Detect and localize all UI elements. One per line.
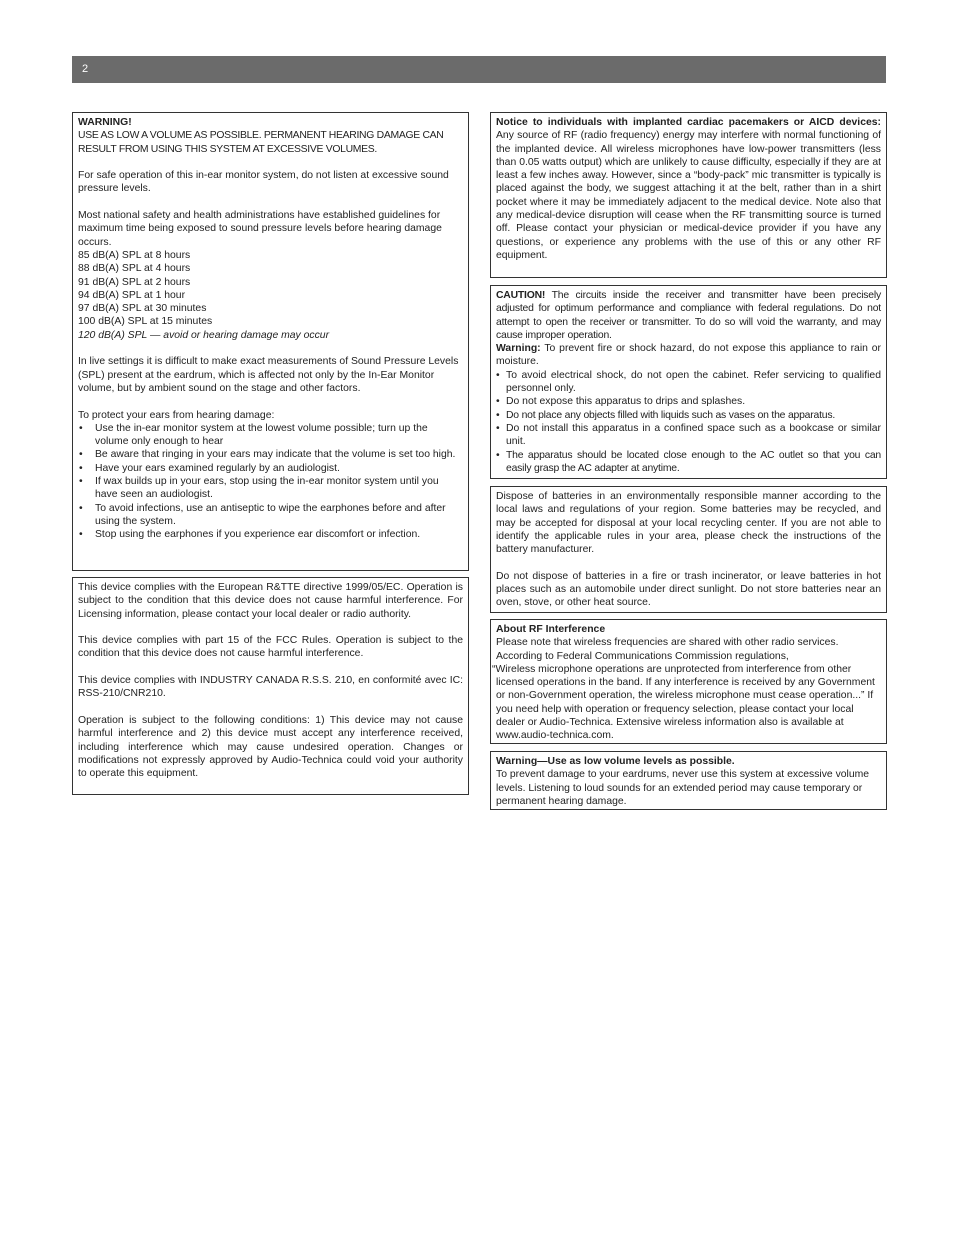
- warning-caps-line: USE AS LOW A VOLUME AS POSSIBLE. PERMANENT HEARING DAMAGE CAN RESULT FROM USING THIS SYSTEM AT EXCESSIVE VOLUMES.: [78, 130, 444, 155]
- safe-operation-paragraph: For safe operation of this in-ear monitor system, do not listen at excessive sound pressure levels.: [78, 170, 449, 195]
- list-item: • To avoid electrical shock, do not open the cabinet. Refer servicing to qualified personnel only.: [496, 369, 881, 396]
- volume-warning-box: [490, 751, 887, 810]
- guidelines-paragraph: Most national safety and health administrations have established guidelines for maximum time being exposed to sound pressure levels before hearing damage occurs.: [78, 210, 442, 248]
- list-item: • Have your ears examined regularly by an audiologist.: [78, 462, 463, 475]
- spl-warning: 120 dB(A) SPL — avoid or hearing damage may occur: [78, 329, 330, 341]
- spl-level: 88 dB(A) SPL at 4 hours: [78, 263, 191, 275]
- warning-title: WARNING!: [78, 117, 132, 128]
- list-item: • Stop using the earphones if you experience ear discomfort or infection.: [78, 528, 463, 541]
- rf-interference-box: [490, 619, 887, 744]
- battery-fire-paragraph: Do not dispose of batteries in a fire or trash incinerator, or leave batteries in hot places such as an automobile under direct sunlight. Do not store batteries near an oven, stove, or other heat source.: [496, 570, 881, 609]
- list-item: • Do not expose this apparatus to drips and splashes.: [496, 395, 881, 408]
- page-header-bar: [72, 56, 886, 83]
- list-item: • Be aware that ringing in your ears may indicate that the volume is set too high.: [78, 448, 463, 461]
- list-item: • Do not install this apparatus in a confined space such as a bookcase or similar unit.: [496, 422, 881, 449]
- caution-label: CAUTION!: [496, 290, 546, 301]
- warning-text: To prevent fire or shock hazard, do not expose this appliance to rain or moisture.: [496, 343, 882, 368]
- volume-warning-body: To prevent damage to your eardrums, never use this system at excessive volume levels. Listening to loud sounds for an extended period may cause temporary or permanent hearing damage.: [496, 769, 870, 807]
- warning-label: Warning:: [496, 343, 541, 355]
- spl-level: 97 dB(A) SPL at 30 minutes: [78, 303, 207, 315]
- rf-interference-title: About RF Interference: [496, 624, 606, 635]
- live-settings-paragraph: In live settings it is difficult to make exact measurements of Sound Pressure Levels (SPL) present at the eardrum, which is affected not only by the In-Ear Monitor volume, but by ambient sound on the stage and other factors.: [78, 356, 459, 394]
- page-number: 2: [82, 63, 89, 75]
- pacemaker-notice-box: [490, 112, 887, 278]
- pacemaker-notice-body: Any source of RF (radio frequency) energy may interfere with normal functioning of the implanted device. All wireless microphones have low-power transmitters (less than 0.05 watts output) which are unlikely to cause difficulty, especially if they are at least a few inches away. However, since a “body-pack” mic transmitter is typically is placed against the body, we suggest attaching it at the belt, rather than in a shirt pocket where it may be immediately adjacent to the medical device. Note also that any medical-device disruption will cease when the RF transmitting source is turned off. Please contact your physician or medical-device provider if you have any questions, or experience any problems with the use of this or any other RF equipment.: [496, 130, 881, 261]
- caution-list: [496, 369, 881, 475]
- spl-level: 94 dB(A) SPL at 1 hour: [78, 289, 186, 301]
- protect-intro: To protect your ears from hearing damage:: [78, 409, 275, 421]
- spl-level: 100 dB(A) SPL at 15 minutes: [78, 316, 213, 328]
- canada-compliance-paragraph: This device complies with INDUSTRY CANADA R.S.S. 210, en conformité avec IC: RSS-210/CNR210.: [78, 675, 463, 700]
- caution-text: The circuits inside the receiver and transmitter have been precisely adjusted for optimum performance and compliance with federal regulations. Do not attempt to open the receiver or transmitter. To do so will void the warranty, and may cause improper operation.: [496, 290, 881, 341]
- rf-interference-body: Please note that wireless frequencies are shared with other radio services. According to Federal Communications Commission regulations,: [496, 637, 839, 662]
- battery-dispose-paragraph: Dispose of batteries in an environmentally responsible manner according to the local laws and regulations of your region. Some batteries may be recycled, and may be accepted for disposal at your local recycling center. If you are not able to identify the applicable rules in your area, please check the instructions of the battery manufacturer.: [496, 491, 881, 556]
- caution-box: [490, 285, 887, 479]
- compliance-box: [72, 577, 469, 795]
- warning-box: [72, 112, 469, 571]
- list-item: • If wax builds up in your ears, stop using the in-ear monitor system until you have seen an audiologist.: [78, 475, 463, 502]
- list-item: • The apparatus should be located close enough to the AC outlet so that you can easily grasp the AC adapter at anytime.: [496, 449, 881, 476]
- list-item: • To avoid infections, use an antiseptic to wipe the earphones before and after using the system.: [78, 502, 463, 529]
- list-item: • Do not place any objects filled with liquids such as vases on the apparatus.: [496, 409, 881, 422]
- list-item: • Use the in-ear monitor system at the lowest volume possible; turn up the volume only enough to hear: [78, 422, 463, 449]
- battery-disposal-box: [490, 486, 887, 613]
- eu-compliance-paragraph: This device complies with the European R&TTE directive 1999/05/EC. Operation is subject to the condition that this device does not cause harmful interference. For Licensing information, please contact your local dealer or radio authority.: [78, 582, 463, 620]
- operating-conditions-paragraph: Operation is subject to the following conditions: 1) This device may not cause harmful interference and 2) this device must accept any interference received, including interference which may cause undesired operation. Changes or modifications not expressly approved by Audio-Technica could void your authority to operate this equipment.: [78, 714, 463, 780]
- protect-list: [78, 422, 463, 542]
- spl-level: 91 dB(A) SPL at 2 hours: [78, 276, 191, 288]
- fcc-compliance-paragraph: This device complies with part 15 of the FCC Rules. Operation is subject to the condition that this device does not cause harmful interference.: [78, 635, 463, 660]
- spl-level: 85 dB(A) SPL at 8 hours: [78, 249, 191, 261]
- rf-interference-quote: “Wireless microphone operations are unprotected from interference from other licensed operations in the band. If any interference is received by any Government or non-Government operation, the wireless microphone must cease operation...” If you need help with operation or frequency selection, please contact your local dealer or Audio-Technica. Extensive wireless information also is available at www.audio-technica.com.: [492, 663, 875, 742]
- pacemaker-notice-title: Notice to individuals with implanted cardiac pacemakers or AICD devices:: [496, 117, 881, 128]
- volume-warning-title: Warning—Use as low volume levels as possible.: [496, 756, 735, 767]
